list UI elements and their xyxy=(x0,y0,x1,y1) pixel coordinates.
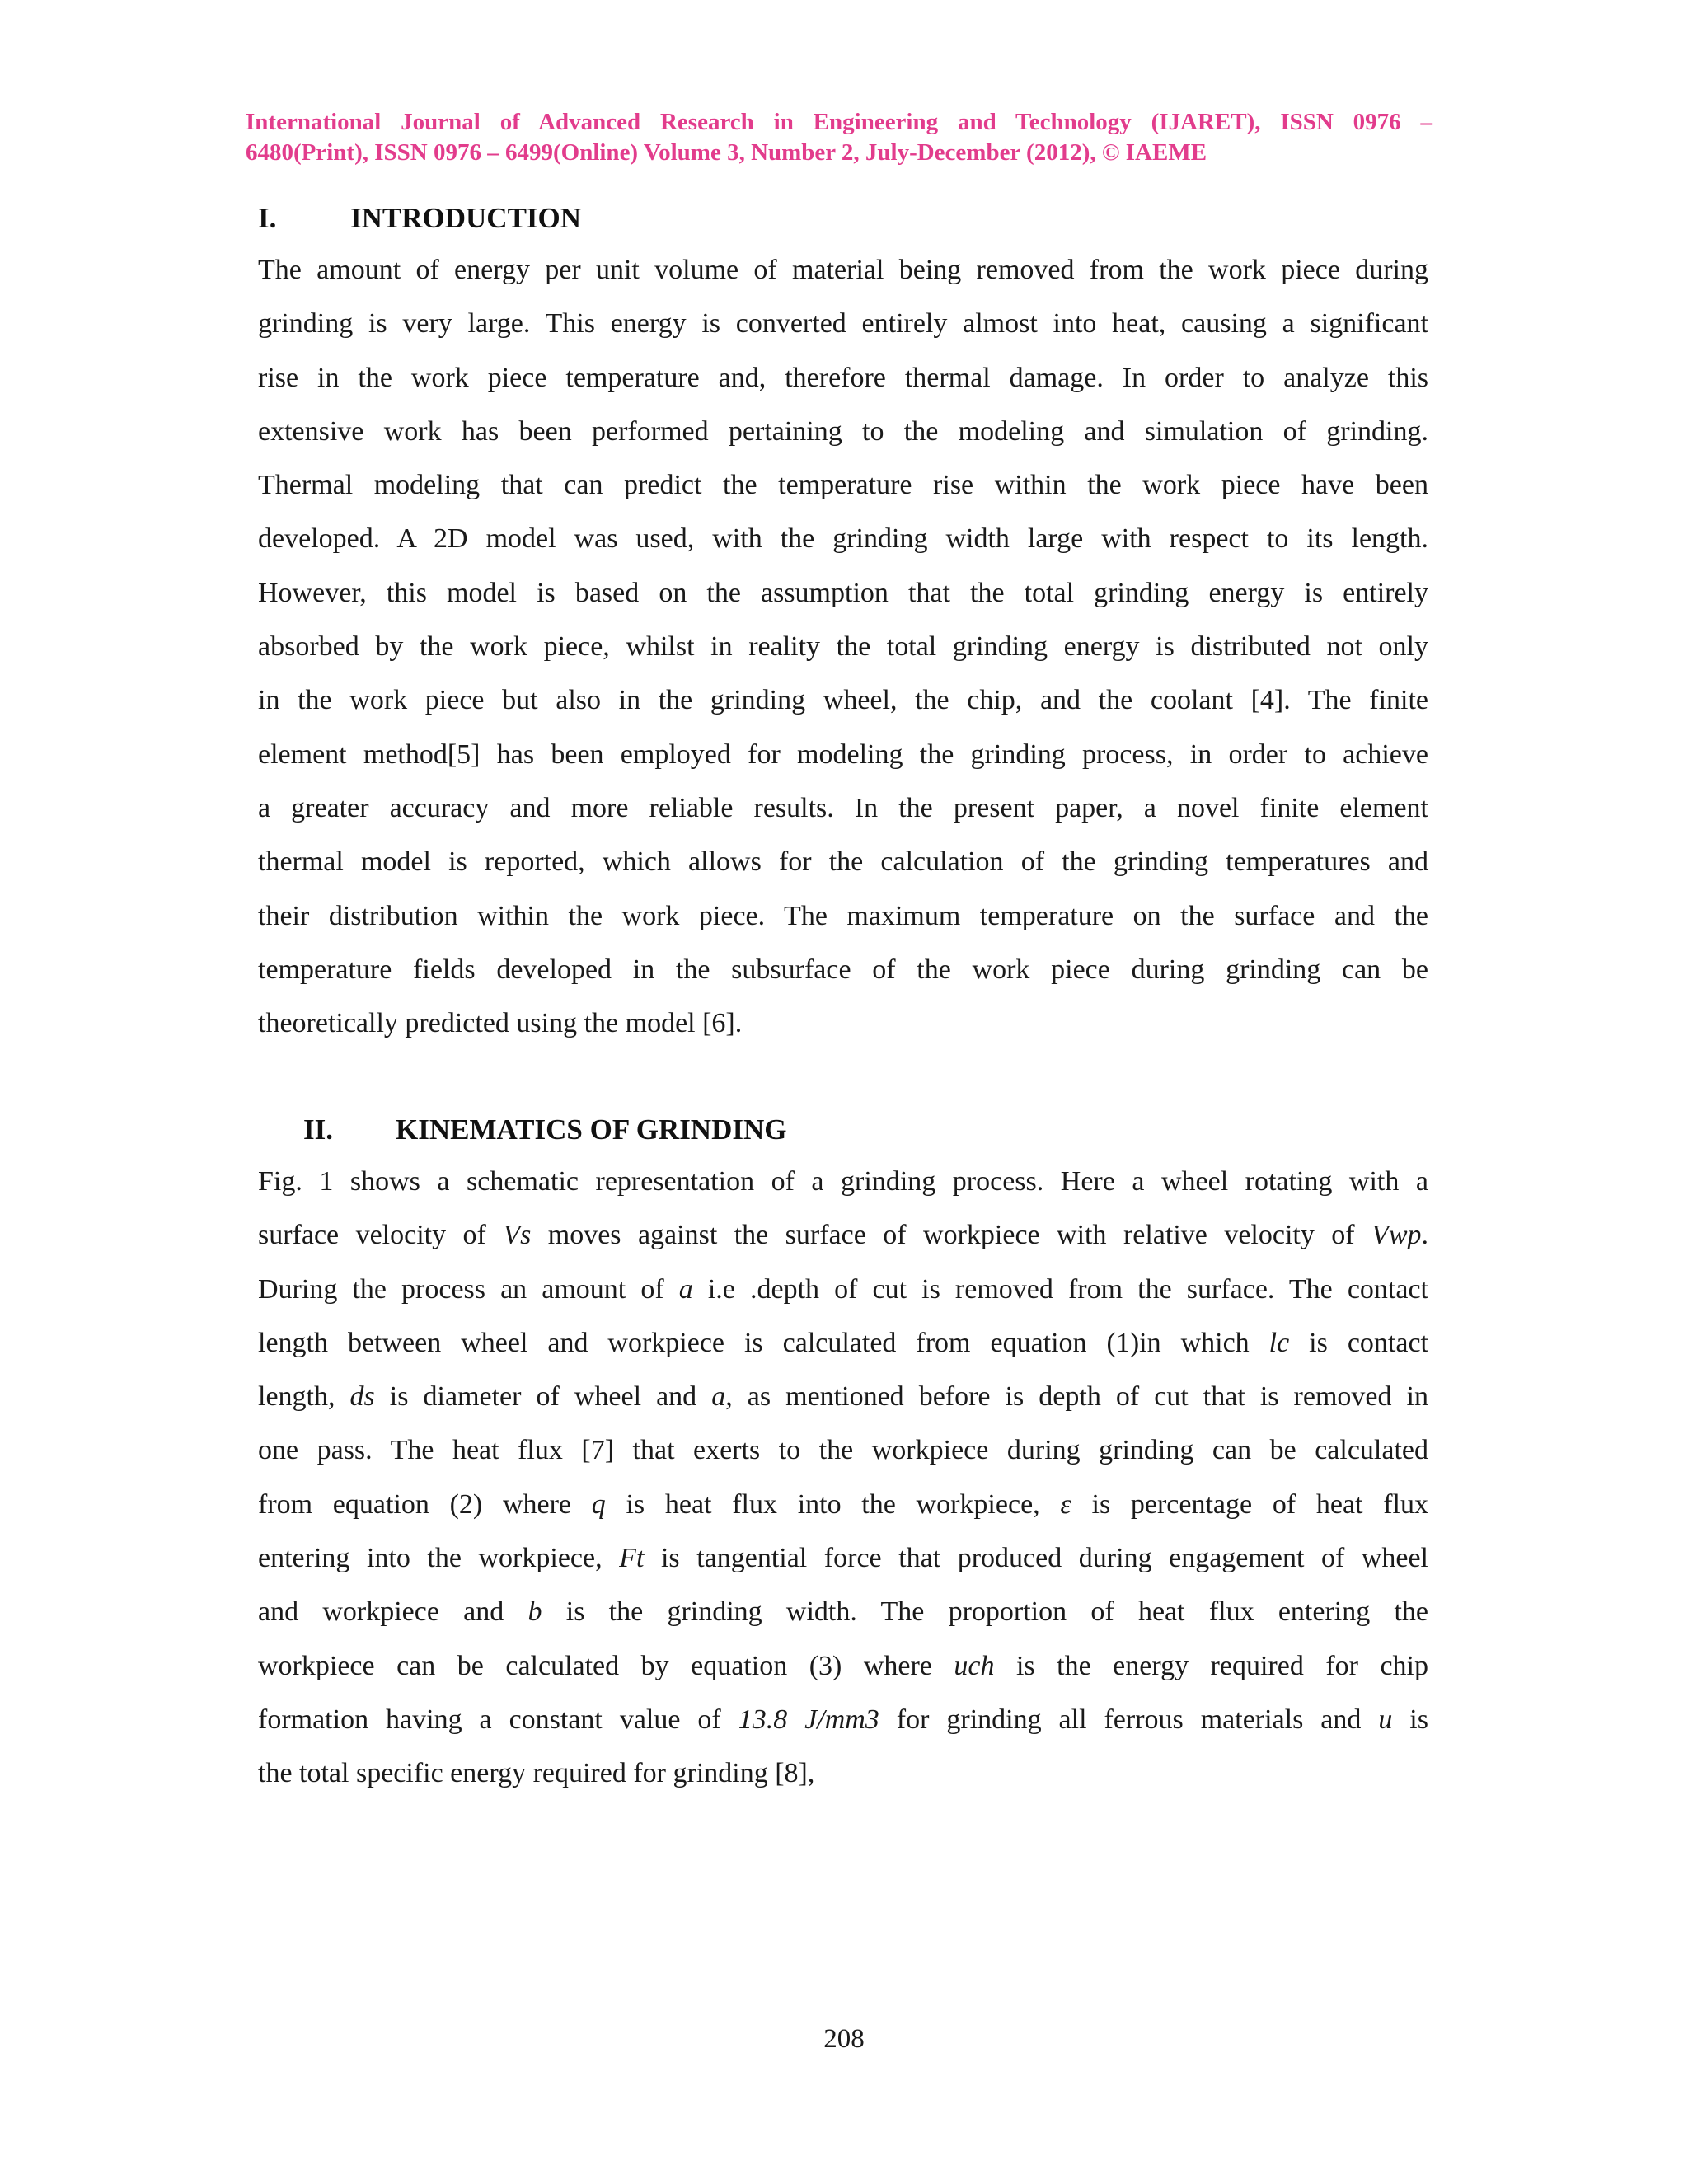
paragraph-line: grinding is very large. This energy is converted entirely almost into heat, causing a significant xyxy=(258,308,1428,340)
variable-ft: Ft xyxy=(619,1543,645,1574)
paragraph-line: theoretically predicted using the model [6]. xyxy=(258,1008,743,1039)
variable-ds: ds xyxy=(349,1381,375,1413)
paragraph-line: one pass. The heat flux [7] that exerts to the workpiece during grinding can be calculated xyxy=(258,1435,1428,1466)
journal-header-line-2: 6480(Print), ISSN 0976 – 6499(Online) Volume 3, Number 2, July-December (2012), © IAEME xyxy=(246,139,1207,166)
journal-header-line-1: International Journal of Advanced Research in Engineering and Technology (IJARET), ISSN 0976 – xyxy=(246,109,1432,135)
paragraph-line: their distribution within the work piece. The maximum temperature on the surface and the xyxy=(258,900,1428,931)
journal-header xyxy=(246,107,1432,168)
variable-u: u xyxy=(1378,1704,1393,1735)
variable-b: b xyxy=(528,1596,542,1628)
section-heading-introduction xyxy=(258,202,581,235)
paragraph-line: formation having a constant value of 13.8 J/mm3 for grinding all ferrous materials and u is xyxy=(258,1704,1428,1735)
paragraph-line: surface velocity of Vs moves against the surface of workpiece with relative velocity of Vwp. xyxy=(258,1220,1428,1251)
paragraph-line: entering into the workpiece, Ft is tangential force that produced during engagement of wheel xyxy=(258,1543,1429,1574)
paragraph-line: rise in the work piece temperature and, therefore thermal damage. In order to analyze this xyxy=(258,362,1428,393)
paragraph-line: in the work piece but also in the grinding wheel, the chip, and the coolant [4]. The finite xyxy=(258,685,1428,716)
kinematics-paragraph xyxy=(258,1155,1428,1801)
paragraph-line: However, this model is based on the assumption that the total grinding energy is entirely xyxy=(258,577,1428,608)
paragraph-line: length between wheel and workpiece is calculated from equation (1)in which lc is contact xyxy=(258,1327,1428,1358)
variable-vwp: Vwp xyxy=(1372,1220,1422,1251)
section-number: I. xyxy=(258,202,277,234)
section-title: INTRODUCTION xyxy=(350,202,582,234)
paragraph-line: a greater accuracy and more reliable results. In the present paper, a novel finite element xyxy=(258,792,1428,823)
paragraph-line: the total specific energy required for grinding [8], xyxy=(258,1758,815,1789)
paragraph-line: absorbed by the work piece, whilst in reality the total grinding energy is distributed not only xyxy=(258,631,1428,663)
variable-q: q xyxy=(591,1488,606,1520)
constant-value: 13.8 J/mm3 xyxy=(738,1704,879,1735)
section-heading-kinematics xyxy=(303,1113,786,1146)
section-title: KINEMATICS OF GRINDING xyxy=(396,1113,787,1146)
paragraph-line: The amount of energy per unit volume of material being removed from the work piece during xyxy=(258,255,1428,285)
paragraph-line: thermal model is reported, which allows for the calculation of the grinding temperatures and xyxy=(258,846,1428,878)
section-number: II. xyxy=(303,1113,333,1146)
paragraph-line: developed. A 2D model was used, with the grinding width large with respect to its length. xyxy=(258,523,1428,555)
variable-a: a xyxy=(711,1381,726,1413)
page-number: 208 xyxy=(823,2024,865,2054)
paragraph-line: Thermal modeling that can predict the temperature rise within the work piece have been xyxy=(258,470,1428,501)
paragraph-line: length, ds is diameter of wheel and a, as mentioned before is depth of cut that is removed in xyxy=(258,1381,1428,1413)
variable-uch: uch xyxy=(954,1650,995,1681)
paragraph-line: Fig. 1 shows a schematic representation of a grinding process. Here a wheel rotating with a xyxy=(258,1166,1428,1197)
paragraph-line: workpiece can be calculated by equation (3) where uch is the energy required for chip xyxy=(258,1650,1429,1681)
variable-vs: Vs xyxy=(503,1220,532,1251)
variable-a: a xyxy=(678,1273,693,1305)
variable-lc: lc xyxy=(1268,1327,1290,1358)
variable-epsilon: ε xyxy=(1060,1488,1071,1520)
paragraph-line: from equation (2) where q is heat flux into the workpiece, ε is percentage of heat flux xyxy=(258,1488,1428,1520)
introduction-paragraph xyxy=(258,243,1428,1050)
paragraph-line: and workpiece and b is the grinding width. The proportion of heat flux entering the xyxy=(258,1596,1429,1628)
paragraph-line: temperature fields developed in the subsurface of the work piece during grinding can be xyxy=(258,954,1428,985)
paragraph-line: element method[5] has been employed for modeling the grinding process, in order to achieve xyxy=(258,738,1428,770)
paragraph-line: During the process an amount of a i.e .depth of cut is removed from the surface. The contact xyxy=(258,1273,1428,1305)
paragraph-line: extensive work has been performed pertaining to the modeling and simulation of grinding. xyxy=(258,415,1428,447)
